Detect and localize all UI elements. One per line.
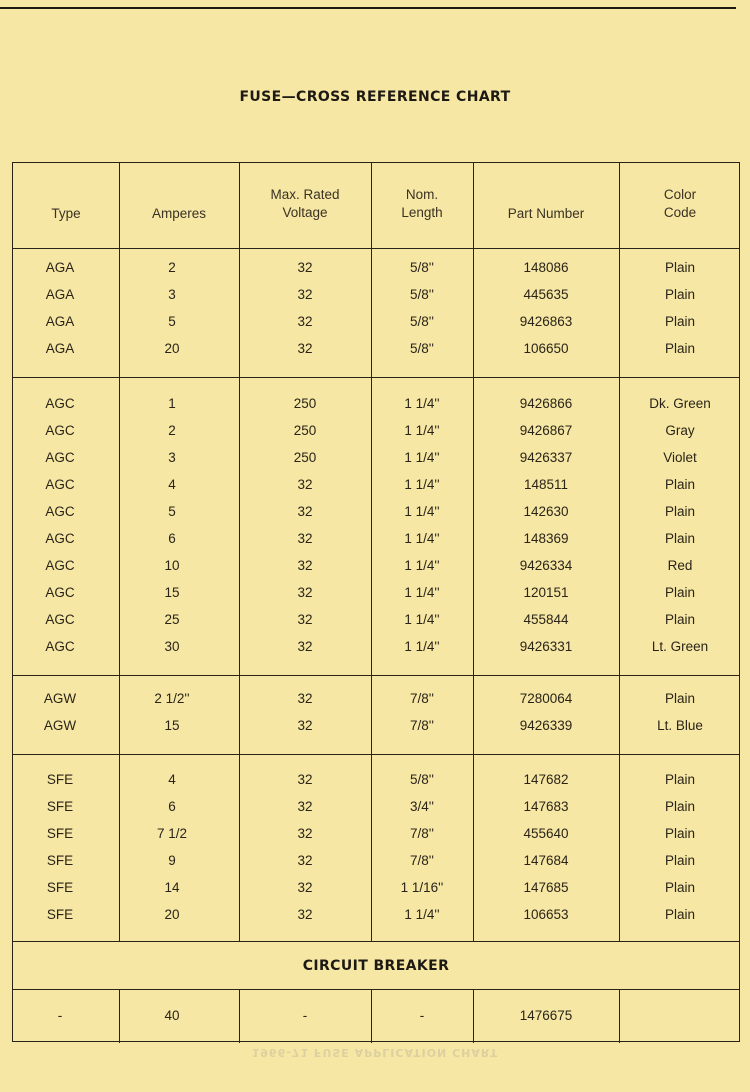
cell-amperes: 20	[164, 907, 180, 922]
cell-color-code: Plain	[664, 585, 696, 600]
cell-length: 7/8''	[410, 853, 434, 868]
cell-part-number: 120151	[523, 585, 569, 600]
cell-color-code: Plain	[664, 612, 696, 627]
cell-amperes: 30	[164, 639, 180, 654]
cell-part-number: 9426331	[519, 639, 573, 654]
cell-length: 5/8''	[410, 287, 434, 302]
cell-amperes: 1	[168, 396, 176, 411]
cell-length: 5/8''	[410, 260, 434, 275]
cell-part-number: 7280064	[519, 691, 573, 706]
cell-length: 1 1/4''	[404, 585, 440, 600]
cell-voltage: 32	[297, 477, 313, 492]
cell-part-number: 9426863	[519, 314, 573, 329]
cell-type: SFE	[46, 853, 74, 868]
cell-voltage: 32	[297, 585, 313, 600]
cell-part-number: 148369	[523, 531, 569, 546]
cell-color-code: Plain	[664, 799, 696, 814]
row-divider	[13, 377, 739, 378]
row-divider	[13, 941, 739, 942]
header-voltage-line1: Max. Rated	[270, 187, 340, 202]
cell-voltage: 250	[293, 396, 317, 411]
cell-part-number: 142630	[523, 504, 569, 519]
cell-length: 1 1/4''	[404, 907, 440, 922]
cell-length: 1 1/4''	[404, 639, 440, 654]
header-length-line1: Nom.	[405, 187, 439, 202]
cell-length: 1 1/4''	[404, 504, 440, 519]
cell-type: AGC	[45, 558, 75, 573]
cell-type: AGW	[43, 718, 77, 733]
cell-voltage: 32	[297, 691, 313, 706]
cell-amperes: 4	[168, 477, 176, 492]
row-divider	[13, 248, 739, 249]
cell-length: 7/8''	[410, 826, 434, 841]
header-length	[371, 186, 473, 222]
cell-length: 1 1/4''	[404, 423, 440, 438]
header-color-line2: Code	[663, 205, 697, 220]
cell-voltage: 32	[297, 504, 313, 519]
cell-type: SFE	[46, 799, 74, 814]
cell-amperes: 2 1/2''	[154, 691, 190, 706]
cell-type: AGC	[45, 531, 75, 546]
cell-length: 5/8''	[410, 772, 434, 787]
cell-color-code: Plain	[664, 853, 696, 868]
breaker-cell-amperes: 40	[164, 1008, 180, 1023]
cell-color-code: Plain	[664, 260, 696, 275]
cell-amperes: 3	[168, 287, 176, 302]
breaker-cell-type: -	[57, 1008, 63, 1023]
cell-color-code: Lt. Blue	[657, 718, 703, 733]
fuse-cross-reference-table	[12, 162, 740, 1042]
breaker-cell-voltage: -	[302, 1008, 308, 1023]
row-divider	[13, 989, 739, 990]
cell-color-code: Plain	[664, 772, 696, 787]
cell-type: AGA	[45, 341, 75, 356]
header-voltage	[239, 186, 371, 222]
breaker-cell-length: -	[419, 1008, 425, 1023]
cell-voltage: 32	[297, 341, 313, 356]
cell-color-code: Violet	[663, 450, 697, 465]
cell-color-code: Plain	[664, 341, 696, 356]
header-amperes: Amperes	[151, 206, 207, 221]
cell-voltage: 32	[297, 772, 313, 787]
cell-voltage: 32	[297, 260, 313, 275]
cell-voltage: 32	[297, 531, 313, 546]
cell-color-code: Lt. Green	[651, 639, 709, 654]
cell-amperes: 5	[168, 314, 176, 329]
row-divider	[13, 754, 739, 755]
cell-amperes: 4	[168, 772, 176, 787]
cell-amperes: 15	[164, 585, 180, 600]
cell-type: AGC	[45, 639, 75, 654]
cell-voltage: 32	[297, 880, 313, 895]
row-divider	[13, 675, 739, 676]
cell-type: AGA	[45, 287, 75, 302]
cell-voltage: 32	[297, 639, 313, 654]
cell-length: 1 1/16''	[400, 880, 444, 895]
cell-voltage: 32	[297, 558, 313, 573]
cell-part-number: 106653	[523, 907, 569, 922]
cell-length: 1 1/4''	[404, 450, 440, 465]
cell-type: AGC	[45, 396, 75, 411]
cell-length: 1 1/4''	[404, 396, 440, 411]
cell-amperes: 2	[168, 260, 176, 275]
cell-type: AGC	[45, 423, 75, 438]
cell-type: SFE	[46, 907, 74, 922]
cell-length: 5/8''	[410, 341, 434, 356]
cell-part-number: 9426867	[519, 423, 573, 438]
cell-length: 7/8''	[410, 718, 434, 733]
header-voltage-line2: Voltage	[282, 205, 328, 220]
column-divider	[619, 989, 620, 1043]
cell-color-code: Dk. Green	[649, 396, 711, 411]
cell-type: AGC	[45, 477, 75, 492]
cell-part-number: 455640	[523, 826, 569, 841]
cell-length: 1 1/4''	[404, 612, 440, 627]
cell-part-number: 147684	[523, 853, 569, 868]
header-part-number: Part Number	[507, 206, 585, 221]
cell-voltage: 250	[293, 423, 317, 438]
cell-part-number: 147683	[523, 799, 569, 814]
cell-length: 1 1/4''	[404, 558, 440, 573]
header-color-code	[619, 186, 741, 222]
cell-voltage: 32	[297, 314, 313, 329]
cell-color-code: Plain	[664, 907, 696, 922]
cell-type: AGC	[45, 612, 75, 627]
cell-color-code: Plain	[664, 287, 696, 302]
cell-part-number: 9426866	[519, 396, 573, 411]
cell-type: SFE	[46, 826, 74, 841]
cell-length: 1 1/4''	[404, 477, 440, 492]
cell-amperes: 6	[168, 531, 176, 546]
cell-type: SFE	[46, 880, 74, 895]
cell-color-code: Plain	[664, 477, 696, 492]
cell-voltage: 32	[297, 799, 313, 814]
cell-color-code: Plain	[664, 504, 696, 519]
cell-part-number: 445635	[523, 287, 569, 302]
breaker-cell-part-number: 1476675	[519, 1008, 573, 1023]
cell-amperes: 3	[168, 450, 176, 465]
cell-part-number: 9426339	[519, 718, 573, 733]
cell-amperes: 9	[168, 853, 176, 868]
cell-part-number: 9426334	[519, 558, 573, 573]
cell-length: 7/8''	[410, 691, 434, 706]
cell-voltage: 32	[297, 826, 313, 841]
cell-color-code: Plain	[664, 691, 696, 706]
cell-voltage: 32	[297, 287, 313, 302]
cell-part-number: 148511	[523, 477, 569, 492]
header-type: Type	[51, 206, 81, 221]
page-title: FUSE—CROSS REFERENCE CHART	[239, 89, 511, 105]
cell-type: AGA	[45, 314, 75, 329]
cell-color-code: Plain	[664, 826, 696, 841]
cell-color-code: Gray	[665, 423, 695, 438]
cell-part-number: 147685	[523, 880, 569, 895]
cell-amperes: 5	[168, 504, 176, 519]
cell-amperes: 15	[164, 718, 180, 733]
cell-voltage: 32	[297, 718, 313, 733]
cell-amperes: 6	[168, 799, 176, 814]
cell-part-number: 147682	[523, 772, 569, 787]
cell-type: AGC	[45, 504, 75, 519]
cell-color-code: Plain	[664, 314, 696, 329]
cell-part-number: 148086	[523, 260, 569, 275]
header-length-line2: Length	[401, 205, 443, 220]
header-color-line1: Color	[663, 187, 697, 202]
cell-voltage: 32	[297, 853, 313, 868]
cell-voltage: 32	[297, 612, 313, 627]
cell-amperes: 2	[168, 423, 176, 438]
cell-voltage: 32	[297, 907, 313, 922]
cell-amperes: 25	[164, 612, 180, 627]
top-rule	[0, 7, 736, 9]
cell-color-code: Red	[667, 558, 693, 573]
cell-type: AGW	[43, 691, 77, 706]
cell-part-number: 106650	[523, 341, 569, 356]
cell-length: 1 1/4''	[404, 531, 440, 546]
bleed-through-text: 1966-71 FUSE APPLICATION CHART	[251, 1046, 499, 1059]
cell-amperes: 10	[164, 558, 180, 573]
cell-part-number: 455844	[523, 612, 569, 627]
circuit-breaker-title: CIRCUIT BREAKER	[302, 958, 450, 974]
cell-type: AGA	[45, 260, 75, 275]
cell-color-code: Plain	[664, 531, 696, 546]
cell-amperes: 14	[164, 880, 180, 895]
cell-length: 5/8''	[410, 314, 434, 329]
cell-length: 3/4''	[410, 799, 434, 814]
cell-type: AGC	[45, 585, 75, 600]
cell-part-number: 9426337	[519, 450, 573, 465]
cell-voltage: 250	[293, 450, 317, 465]
cell-color-code: Plain	[664, 880, 696, 895]
cell-type: SFE	[46, 772, 74, 787]
cell-amperes: 7 1/2	[156, 826, 188, 841]
cell-amperes: 20	[164, 341, 180, 356]
cell-type: AGC	[45, 450, 75, 465]
